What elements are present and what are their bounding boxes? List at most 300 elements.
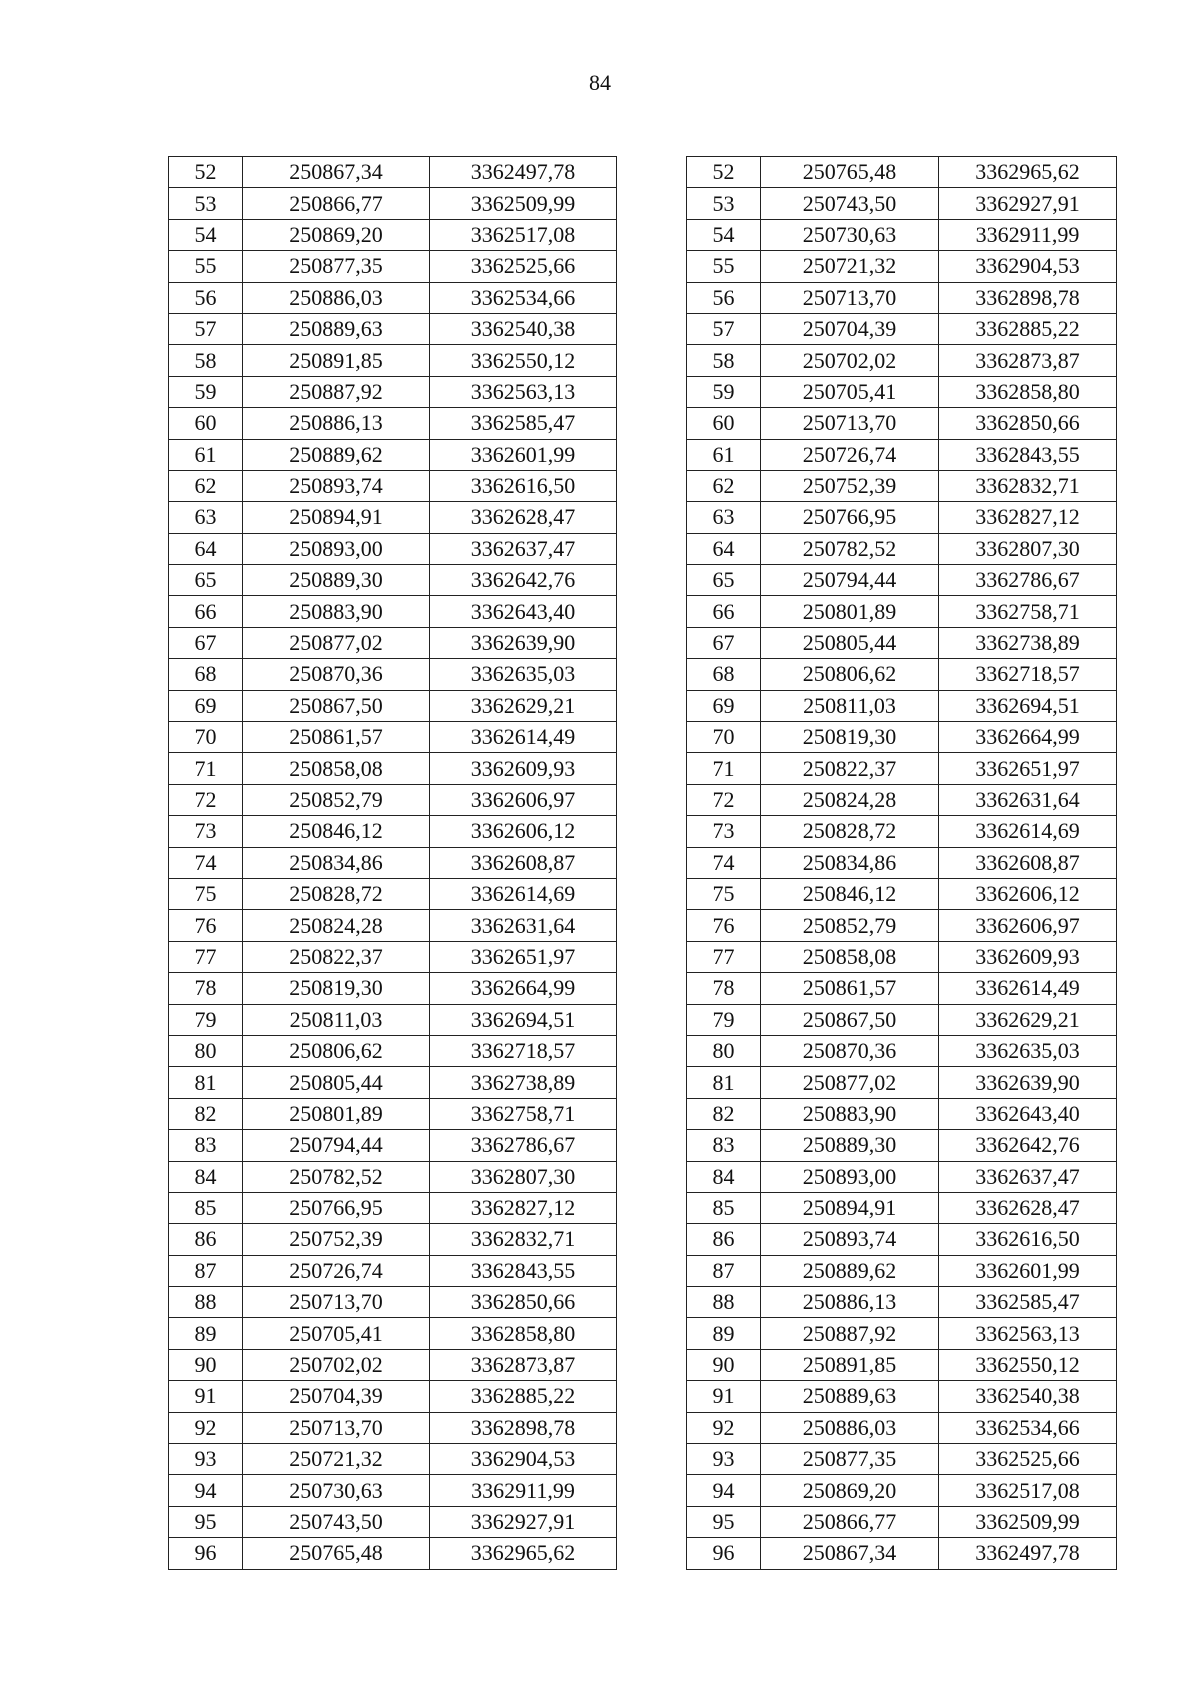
point-number-cell: 52 <box>687 157 761 188</box>
point-number-cell: 89 <box>687 1318 761 1349</box>
y-coordinate-cell: 3362694,51 <box>939 690 1117 721</box>
table-row <box>169 722 617 753</box>
table-row <box>169 282 617 313</box>
table-row <box>169 690 617 721</box>
table-row <box>169 313 617 344</box>
table-row <box>687 533 1117 564</box>
point-number-cell: 60 <box>169 408 243 439</box>
point-number-cell: 58 <box>687 345 761 376</box>
x-coordinate-cell: 250893,00 <box>761 1161 939 1192</box>
point-number-cell: 76 <box>687 910 761 941</box>
x-coordinate-cell: 250811,03 <box>243 1004 430 1035</box>
table-row <box>169 533 617 564</box>
y-coordinate-cell: 3362525,66 <box>430 251 617 282</box>
table-row <box>687 847 1117 878</box>
x-coordinate-cell: 250852,79 <box>243 784 430 815</box>
y-coordinate-cell: 3362550,12 <box>939 1349 1117 1380</box>
x-coordinate-cell: 250801,89 <box>761 596 939 627</box>
table-row <box>169 188 617 219</box>
point-number-cell: 55 <box>687 251 761 282</box>
point-number-cell: 93 <box>169 1444 243 1475</box>
x-coordinate-cell: 250834,86 <box>761 847 939 878</box>
table-row <box>687 188 1117 219</box>
table-row <box>169 1475 617 1506</box>
x-coordinate-cell: 250805,44 <box>243 1067 430 1098</box>
y-coordinate-cell: 3362637,47 <box>430 533 617 564</box>
x-coordinate-cell: 250867,34 <box>243 157 430 188</box>
point-number-cell: 53 <box>687 188 761 219</box>
point-number-cell: 76 <box>169 910 243 941</box>
table-row <box>687 1067 1117 1098</box>
x-coordinate-cell: 250766,95 <box>761 502 939 533</box>
x-coordinate-cell: 250713,70 <box>761 408 939 439</box>
y-coordinate-cell: 3362758,71 <box>430 1098 617 1129</box>
x-coordinate-cell: 250889,63 <box>761 1381 939 1412</box>
y-coordinate-cell: 3362635,03 <box>939 1035 1117 1066</box>
point-number-cell: 74 <box>687 847 761 878</box>
coordinates-table-right <box>686 156 1117 1570</box>
point-number-cell: 91 <box>169 1381 243 1412</box>
table-row <box>687 659 1117 690</box>
y-coordinate-cell: 3362614,49 <box>939 973 1117 1004</box>
point-number-cell: 88 <box>169 1287 243 1318</box>
y-coordinate-cell: 3362509,99 <box>939 1506 1117 1537</box>
y-coordinate-cell: 3362550,12 <box>430 345 617 376</box>
point-number-cell: 78 <box>169 973 243 1004</box>
y-coordinate-cell: 3362517,08 <box>939 1475 1117 1506</box>
point-number-cell: 86 <box>687 1224 761 1255</box>
point-number-cell: 62 <box>169 470 243 501</box>
x-coordinate-cell: 250861,57 <box>243 722 430 753</box>
x-coordinate-cell: 250877,02 <box>243 627 430 658</box>
x-coordinate-cell: 250801,89 <box>243 1098 430 1129</box>
point-number-cell: 74 <box>169 847 243 878</box>
point-number-cell: 87 <box>687 1255 761 1286</box>
y-coordinate-cell: 3362738,89 <box>939 627 1117 658</box>
point-number-cell: 79 <box>687 1004 761 1035</box>
table-row <box>687 502 1117 533</box>
table-row <box>169 659 617 690</box>
table-row <box>687 1130 1117 1161</box>
table-row <box>169 470 617 501</box>
x-coordinate-cell: 250883,90 <box>243 596 430 627</box>
x-coordinate-cell: 250730,63 <box>243 1475 430 1506</box>
point-number-cell: 65 <box>687 565 761 596</box>
table-row <box>687 1192 1117 1223</box>
x-coordinate-cell: 250822,37 <box>243 941 430 972</box>
point-number-cell: 57 <box>687 313 761 344</box>
x-coordinate-cell: 250730,63 <box>761 219 939 250</box>
table-row <box>169 1381 617 1412</box>
y-coordinate-cell: 3362786,67 <box>430 1130 617 1161</box>
table-row <box>687 1224 1117 1255</box>
table-row <box>687 1161 1117 1192</box>
y-coordinate-cell: 3362614,69 <box>430 878 617 909</box>
table-row <box>169 1161 617 1192</box>
x-coordinate-cell: 250886,03 <box>761 1412 939 1443</box>
point-number-cell: 81 <box>169 1067 243 1098</box>
x-coordinate-cell: 250893,74 <box>761 1224 939 1255</box>
table-row <box>169 941 617 972</box>
y-coordinate-cell: 3362628,47 <box>430 502 617 533</box>
point-number-cell: 66 <box>687 596 761 627</box>
y-coordinate-cell: 3362643,40 <box>430 596 617 627</box>
x-coordinate-cell: 250726,74 <box>761 439 939 470</box>
y-coordinate-cell: 3362631,64 <box>430 910 617 941</box>
y-coordinate-cell: 3362664,99 <box>939 722 1117 753</box>
y-coordinate-cell: 3362606,12 <box>430 816 617 847</box>
point-number-cell: 68 <box>687 659 761 690</box>
y-coordinate-cell: 3362601,99 <box>430 439 617 470</box>
x-coordinate-cell: 250894,91 <box>761 1192 939 1223</box>
y-coordinate-cell: 3362738,89 <box>430 1067 617 1098</box>
x-coordinate-cell: 250721,32 <box>761 251 939 282</box>
y-coordinate-cell: 3362927,91 <box>430 1506 617 1537</box>
point-number-cell: 95 <box>169 1506 243 1537</box>
x-coordinate-cell: 250765,48 <box>761 157 939 188</box>
x-coordinate-cell: 250889,30 <box>243 565 430 596</box>
x-coordinate-cell: 250782,52 <box>761 533 939 564</box>
point-number-cell: 83 <box>169 1130 243 1161</box>
x-coordinate-cell: 250704,39 <box>243 1381 430 1412</box>
y-coordinate-cell: 3362614,69 <box>939 816 1117 847</box>
table-row <box>169 1067 617 1098</box>
y-coordinate-cell: 3362718,57 <box>939 659 1117 690</box>
table-row <box>687 1318 1117 1349</box>
table-row <box>687 784 1117 815</box>
table-row <box>169 1035 617 1066</box>
table-row <box>169 1538 617 1569</box>
table-row <box>687 973 1117 1004</box>
y-coordinate-cell: 3362873,87 <box>939 345 1117 376</box>
y-coordinate-cell: 3362843,55 <box>939 439 1117 470</box>
x-coordinate-cell: 250819,30 <box>243 973 430 1004</box>
x-coordinate-cell: 250705,41 <box>761 376 939 407</box>
x-coordinate-cell: 250765,48 <box>243 1538 430 1569</box>
point-number-cell: 77 <box>169 941 243 972</box>
table-row <box>687 1255 1117 1286</box>
x-coordinate-cell: 250893,00 <box>243 533 430 564</box>
x-coordinate-cell: 250743,50 <box>243 1506 430 1537</box>
table-row <box>169 345 617 376</box>
x-coordinate-cell: 250752,39 <box>761 470 939 501</box>
point-number-cell: 85 <box>169 1192 243 1223</box>
y-coordinate-cell: 3362911,99 <box>430 1475 617 1506</box>
point-number-cell: 52 <box>169 157 243 188</box>
x-coordinate-cell: 250867,50 <box>243 690 430 721</box>
point-number-cell: 63 <box>687 502 761 533</box>
x-coordinate-cell: 250869,20 <box>761 1475 939 1506</box>
y-coordinate-cell: 3362850,66 <box>430 1287 617 1318</box>
y-coordinate-cell: 3362629,21 <box>430 690 617 721</box>
table-row <box>169 1412 617 1443</box>
y-coordinate-cell: 3362497,78 <box>939 1538 1117 1569</box>
y-coordinate-cell: 3362616,50 <box>939 1224 1117 1255</box>
point-number-cell: 54 <box>169 219 243 250</box>
table-row <box>169 251 617 282</box>
x-coordinate-cell: 250846,12 <box>761 878 939 909</box>
x-coordinate-cell: 250893,74 <box>243 470 430 501</box>
table-row <box>169 1349 617 1380</box>
point-number-cell: 82 <box>169 1098 243 1129</box>
point-number-cell: 56 <box>687 282 761 313</box>
table-row <box>687 1098 1117 1129</box>
table-row <box>169 1098 617 1129</box>
x-coordinate-cell: 250889,62 <box>761 1255 939 1286</box>
point-number-cell: 93 <box>687 1444 761 1475</box>
y-coordinate-cell: 3362616,50 <box>430 470 617 501</box>
point-number-cell: 53 <box>169 188 243 219</box>
y-coordinate-cell: 3362534,66 <box>939 1412 1117 1443</box>
y-coordinate-cell: 3362898,78 <box>939 282 1117 313</box>
x-coordinate-cell: 250806,62 <box>761 659 939 690</box>
table-row <box>687 345 1117 376</box>
y-coordinate-cell: 3362832,71 <box>430 1224 617 1255</box>
table-row <box>687 1444 1117 1475</box>
y-coordinate-cell: 3362609,93 <box>939 941 1117 972</box>
x-coordinate-cell: 250824,28 <box>761 784 939 815</box>
point-number-cell: 84 <box>687 1161 761 1192</box>
table-row <box>169 1255 617 1286</box>
table-row <box>687 1475 1117 1506</box>
table-row <box>687 219 1117 250</box>
x-coordinate-cell: 250811,03 <box>761 690 939 721</box>
x-coordinate-cell: 250822,37 <box>761 753 939 784</box>
table-row <box>169 439 617 470</box>
x-coordinate-cell: 250858,08 <box>761 941 939 972</box>
point-number-cell: 96 <box>687 1538 761 1569</box>
point-number-cell: 78 <box>687 973 761 1004</box>
table-row <box>169 973 617 1004</box>
point-number-cell: 86 <box>169 1224 243 1255</box>
table-row <box>169 1506 617 1537</box>
x-coordinate-cell: 250721,32 <box>243 1444 430 1475</box>
y-coordinate-cell: 3362563,13 <box>939 1318 1117 1349</box>
y-coordinate-cell: 3362651,97 <box>430 941 617 972</box>
table-row <box>687 313 1117 344</box>
point-number-cell: 59 <box>169 376 243 407</box>
point-number-cell: 83 <box>687 1130 761 1161</box>
y-coordinate-cell: 3362927,91 <box>939 188 1117 219</box>
table-row <box>169 1004 617 1035</box>
y-coordinate-cell: 3362843,55 <box>430 1255 617 1286</box>
y-coordinate-cell: 3362639,90 <box>430 627 617 658</box>
x-coordinate-cell: 250794,44 <box>761 565 939 596</box>
table-row <box>687 376 1117 407</box>
table-row <box>169 219 617 250</box>
point-number-cell: 69 <box>687 690 761 721</box>
x-coordinate-cell: 250834,86 <box>243 847 430 878</box>
point-number-cell: 61 <box>687 439 761 470</box>
table-row <box>687 1538 1117 1569</box>
y-coordinate-cell: 3362827,12 <box>939 502 1117 533</box>
x-coordinate-cell: 250713,70 <box>761 282 939 313</box>
x-coordinate-cell: 250877,02 <box>761 1067 939 1098</box>
x-coordinate-cell: 250828,72 <box>243 878 430 909</box>
point-number-cell: 91 <box>687 1381 761 1412</box>
x-coordinate-cell: 250867,34 <box>761 1538 939 1569</box>
y-coordinate-cell: 3362608,87 <box>939 847 1117 878</box>
y-coordinate-cell: 3362904,53 <box>939 251 1117 282</box>
point-number-cell: 67 <box>687 627 761 658</box>
point-number-cell: 57 <box>169 313 243 344</box>
x-coordinate-cell: 250702,02 <box>243 1349 430 1380</box>
y-coordinate-cell: 3362540,38 <box>939 1381 1117 1412</box>
y-coordinate-cell: 3362786,67 <box>939 565 1117 596</box>
point-number-cell: 62 <box>687 470 761 501</box>
table-row <box>687 565 1117 596</box>
y-coordinate-cell: 3362965,62 <box>430 1538 617 1569</box>
y-coordinate-cell: 3362606,97 <box>430 784 617 815</box>
table-row <box>169 878 617 909</box>
x-coordinate-cell: 250702,02 <box>761 345 939 376</box>
y-coordinate-cell: 3362517,08 <box>430 219 617 250</box>
page-number: 84 <box>589 70 611 95</box>
y-coordinate-cell: 3362758,71 <box>939 596 1117 627</box>
table-row <box>169 1444 617 1475</box>
point-number-cell: 77 <box>687 941 761 972</box>
point-number-cell: 61 <box>169 439 243 470</box>
point-number-cell: 54 <box>687 219 761 250</box>
x-coordinate-cell: 250891,85 <box>761 1349 939 1380</box>
table-row <box>687 1287 1117 1318</box>
y-coordinate-cell: 3362635,03 <box>430 659 617 690</box>
point-number-cell: 94 <box>687 1475 761 1506</box>
x-coordinate-cell: 250870,36 <box>243 659 430 690</box>
x-coordinate-cell: 250870,36 <box>761 1035 939 1066</box>
y-coordinate-cell: 3362850,66 <box>939 408 1117 439</box>
point-number-cell: 96 <box>169 1538 243 1569</box>
table-row <box>687 878 1117 909</box>
point-number-cell: 89 <box>169 1318 243 1349</box>
point-number-cell: 70 <box>687 722 761 753</box>
table-row <box>687 690 1117 721</box>
point-number-cell: 88 <box>687 1287 761 1318</box>
y-coordinate-cell: 3362718,57 <box>430 1035 617 1066</box>
x-coordinate-cell: 250824,28 <box>243 910 430 941</box>
y-coordinate-cell: 3362628,47 <box>939 1192 1117 1223</box>
table-row <box>169 627 617 658</box>
y-coordinate-cell: 3362642,76 <box>430 565 617 596</box>
table-row <box>169 408 617 439</box>
table-row <box>687 251 1117 282</box>
table-row <box>687 439 1117 470</box>
table-row <box>687 1035 1117 1066</box>
table-row <box>687 596 1117 627</box>
point-number-cell: 95 <box>687 1506 761 1537</box>
y-coordinate-cell: 3362885,22 <box>939 313 1117 344</box>
table-row <box>169 753 617 784</box>
x-coordinate-cell: 250713,70 <box>243 1412 430 1443</box>
y-coordinate-cell: 3362563,13 <box>430 376 617 407</box>
y-coordinate-cell: 3362629,21 <box>939 1004 1117 1035</box>
table-row <box>169 157 617 188</box>
point-number-cell: 92 <box>169 1412 243 1443</box>
table-row <box>169 1130 617 1161</box>
x-coordinate-cell: 250766,95 <box>243 1192 430 1223</box>
y-coordinate-cell: 3362651,97 <box>939 753 1117 784</box>
table-row <box>169 847 617 878</box>
table-row <box>687 470 1117 501</box>
table-row <box>687 627 1117 658</box>
point-number-cell: 90 <box>169 1349 243 1380</box>
table-row <box>687 282 1117 313</box>
x-coordinate-cell: 250846,12 <box>243 816 430 847</box>
point-number-cell: 71 <box>687 753 761 784</box>
coordinates-table-left <box>168 156 617 1570</box>
x-coordinate-cell: 250867,50 <box>761 1004 939 1035</box>
point-number-cell: 72 <box>687 784 761 815</box>
table-row <box>687 157 1117 188</box>
x-coordinate-cell: 250883,90 <box>761 1098 939 1129</box>
table-row <box>169 816 617 847</box>
y-coordinate-cell: 3362885,22 <box>430 1381 617 1412</box>
coordinates-table-body <box>169 157 617 1570</box>
x-coordinate-cell: 250726,74 <box>243 1255 430 1286</box>
y-coordinate-cell: 3362606,97 <box>939 910 1117 941</box>
point-number-cell: 94 <box>169 1475 243 1506</box>
point-number-cell: 92 <box>687 1412 761 1443</box>
x-coordinate-cell: 250858,08 <box>243 753 430 784</box>
x-coordinate-cell: 250828,72 <box>761 816 939 847</box>
table-row <box>687 722 1117 753</box>
point-number-cell: 73 <box>169 816 243 847</box>
table-row <box>169 1192 617 1223</box>
x-coordinate-cell: 250861,57 <box>761 973 939 1004</box>
point-number-cell: 56 <box>169 282 243 313</box>
point-number-cell: 90 <box>687 1349 761 1380</box>
point-number-cell: 87 <box>169 1255 243 1286</box>
x-coordinate-cell: 250894,91 <box>243 502 430 533</box>
y-coordinate-cell: 3362807,30 <box>939 533 1117 564</box>
point-number-cell: 58 <box>169 345 243 376</box>
point-number-cell: 68 <box>169 659 243 690</box>
point-number-cell: 79 <box>169 1004 243 1035</box>
y-coordinate-cell: 3362965,62 <box>939 157 1117 188</box>
y-coordinate-cell: 3362601,99 <box>939 1255 1117 1286</box>
x-coordinate-cell: 250819,30 <box>761 722 939 753</box>
table-row <box>687 910 1117 941</box>
table-row <box>687 941 1117 972</box>
table-row <box>687 1412 1117 1443</box>
table-row <box>169 1287 617 1318</box>
point-number-cell: 84 <box>169 1161 243 1192</box>
y-coordinate-cell: 3362639,90 <box>939 1067 1117 1098</box>
x-coordinate-cell: 250889,30 <box>761 1130 939 1161</box>
x-coordinate-cell: 250713,70 <box>243 1287 430 1318</box>
y-coordinate-cell: 3362858,80 <box>430 1318 617 1349</box>
y-coordinate-cell: 3362509,99 <box>430 188 617 219</box>
table-row <box>687 1506 1117 1537</box>
x-coordinate-cell: 250806,62 <box>243 1035 430 1066</box>
table-row <box>169 502 617 533</box>
table-row <box>169 596 617 627</box>
table-row <box>687 408 1117 439</box>
table-row <box>169 565 617 596</box>
y-coordinate-cell: 3362694,51 <box>430 1004 617 1035</box>
x-coordinate-cell: 250705,41 <box>243 1318 430 1349</box>
point-number-cell: 81 <box>687 1067 761 1098</box>
table-row <box>687 753 1117 784</box>
table-row <box>687 1381 1117 1412</box>
x-coordinate-cell: 250891,85 <box>243 345 430 376</box>
x-coordinate-cell: 250805,44 <box>761 627 939 658</box>
point-number-cell: 70 <box>169 722 243 753</box>
y-coordinate-cell: 3362904,53 <box>430 1444 617 1475</box>
x-coordinate-cell: 250889,62 <box>243 439 430 470</box>
x-coordinate-cell: 250782,52 <box>243 1161 430 1192</box>
table-row <box>169 376 617 407</box>
